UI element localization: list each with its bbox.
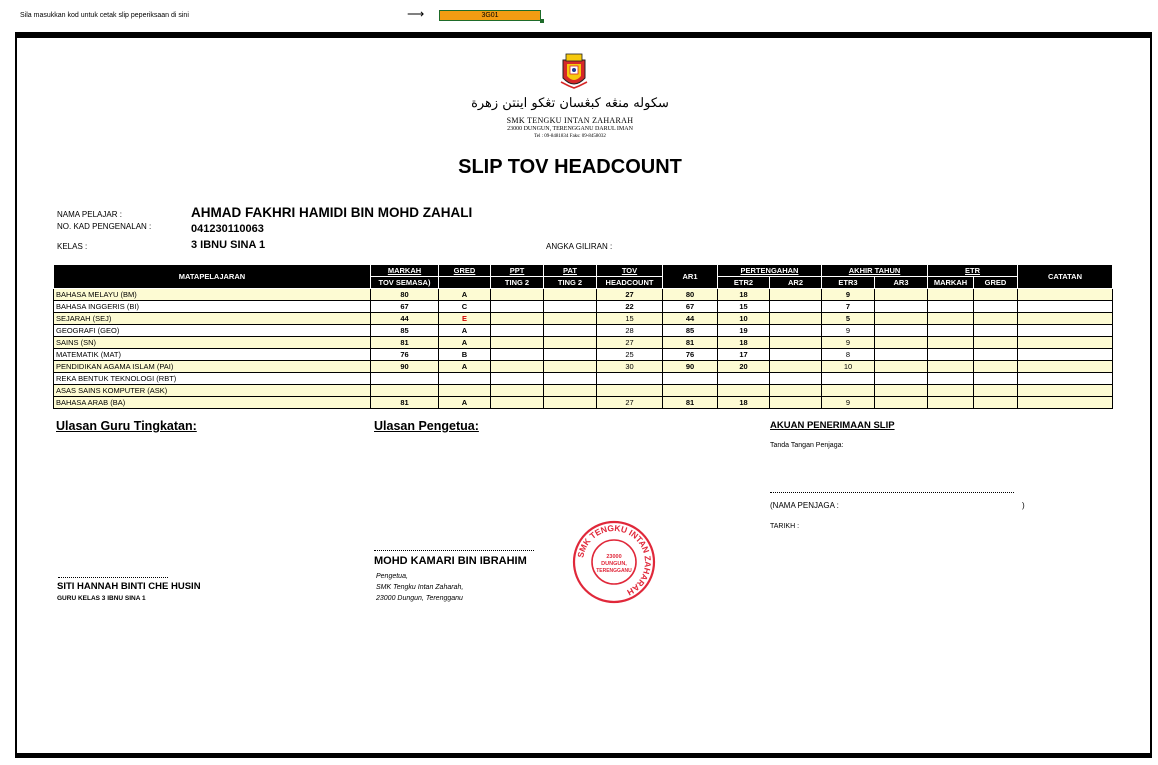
form-teacher-title: GURU KELAS 3 IBNU SINA 1	[57, 595, 146, 602]
cell-gred: A	[439, 325, 491, 337]
cell-etr2: 18	[718, 337, 770, 349]
ic-number: 041230110063	[191, 223, 264, 235]
cell-subject: PENDIDIKAN AGAMA ISLAM (PAI)	[54, 361, 371, 373]
cell-tov	[597, 385, 663, 397]
header-tov: TOV	[597, 265, 663, 277]
stamp-line-3: TERENGGANU	[596, 568, 632, 574]
class-value: 3 IBNU SINA 1	[191, 239, 266, 251]
stamp-line-1: 23000	[606, 554, 622, 560]
cell-markah: 90	[371, 361, 439, 373]
table-row	[54, 397, 1113, 409]
cell-gred: C	[439, 301, 491, 313]
cell-markah: 81	[371, 337, 439, 349]
principal-signature-line	[374, 550, 534, 551]
header-headcount: HEADCOUNT	[597, 277, 663, 289]
cell-gred: A	[439, 289, 491, 301]
cell-markah: 80	[371, 289, 439, 301]
arrow-right-icon: ⟶	[407, 7, 425, 21]
cell-etr2: 15	[718, 301, 770, 313]
stamp-line-2: DUNGUN,	[601, 561, 627, 567]
header-etr: ETR	[928, 265, 1018, 277]
instruction-text: Sila masukkan kod untuk cetak slip peperiksaan di sini	[20, 12, 189, 19]
cell-etr3: 9	[822, 397, 875, 409]
cell-tov: 28	[597, 325, 663, 337]
cell-markah: 85	[371, 325, 439, 337]
cell-markah: 81	[371, 397, 439, 409]
cell-ar1: 90	[663, 361, 718, 373]
student-name: AHMAD FAKHRI HAMIDI BIN MOHD ZAHALI	[191, 205, 473, 220]
header-etr-markah: MARKAH	[928, 277, 974, 289]
table-row	[54, 337, 1113, 349]
cell-etr2: 10	[718, 313, 770, 325]
cell-tov: 15	[597, 313, 663, 325]
cell-markah	[371, 373, 439, 385]
cell-etr3: 9	[822, 325, 875, 337]
table-row	[54, 301, 1113, 313]
principal-role: Pengetua,	[376, 573, 408, 580]
header-subject: MATAPELAJARAN	[54, 265, 371, 289]
cell-tov: 27	[597, 337, 663, 349]
class-label: KELAS :	[57, 242, 88, 251]
cell-subject: REKA BENTUK TEKNOLOGI (RBT)	[54, 373, 371, 385]
cell-tov: 22	[597, 301, 663, 313]
header-pat: PAT	[544, 265, 597, 277]
table-row	[54, 361, 1113, 373]
cell-tov: 30	[597, 361, 663, 373]
cell-etr3: 9	[822, 289, 875, 301]
header-etr-gred: GRED	[974, 277, 1018, 289]
guardian-name-label: (NAMA PENJAGA :	[770, 501, 839, 510]
header-etr3: ETR3	[822, 277, 875, 289]
header-etr2: ETR2	[718, 277, 770, 289]
header-gred: GRED	[439, 265, 491, 277]
cell-etr2: 20	[718, 361, 770, 373]
school-phone: Tel : 09-8481834 Faks: 09-8458032	[534, 134, 606, 139]
principal-address: 23000 Dungun, Terengganu	[376, 595, 463, 602]
cell-ar1	[663, 373, 718, 385]
class-code-input[interactable]: 3G01	[439, 10, 541, 21]
cell-ar1: 80	[663, 289, 718, 301]
form-teacher-signature-line	[58, 577, 168, 578]
table-row	[54, 385, 1113, 397]
cell-ar1: 67	[663, 301, 718, 313]
cell-ar1: 81	[663, 397, 718, 409]
cell-tov: 27	[597, 397, 663, 409]
cell-gred	[439, 373, 491, 385]
cell-gred: A	[439, 361, 491, 373]
school-name: SMK TENGKU INTAN ZAHARAH	[506, 116, 634, 125]
cell-etr3: 5	[822, 313, 875, 325]
cell-ar1: 85	[663, 325, 718, 337]
acknowledgement-title: AKUAN PENERIMAAN SLIP	[770, 420, 895, 431]
guardian-signature-line	[770, 492, 1014, 493]
slip-title: SLIP TOV HEADCOUNT	[458, 156, 682, 178]
cell-markah: 44	[371, 313, 439, 325]
cell-gred: B	[439, 349, 491, 361]
cell-markah: 67	[371, 301, 439, 313]
cell-ar1: 44	[663, 313, 718, 325]
cell-ar1	[663, 385, 718, 397]
header-markah: MARKAH	[371, 265, 439, 277]
cell-tov: 27	[597, 289, 663, 301]
cell-etr2: 19	[718, 325, 770, 337]
cell-subject: SEJARAH (SEJ)	[54, 313, 371, 325]
table-row	[54, 349, 1113, 361]
cell-etr2: 18	[718, 289, 770, 301]
cell-tov: 25	[597, 349, 663, 361]
header-ting2-pat: TING 2	[544, 277, 597, 289]
school-stamp	[572, 520, 656, 604]
header-ting2-ppt: TING 2	[491, 277, 544, 289]
cell-gred: A	[439, 337, 491, 349]
cell-subject: GEOGRAFI (GEO)	[54, 325, 371, 337]
cell-ar1: 81	[663, 337, 718, 349]
header-ar2: AR2	[770, 277, 822, 289]
angka-giliran-label: ANGKA GILIRAN :	[546, 242, 613, 251]
principal-comment-heading: Ulasan Pengetua:	[374, 419, 479, 433]
cell-tov	[597, 373, 663, 385]
principal-school: SMK Tengku Intan Zaharah,	[376, 584, 464, 591]
cell-etr3: 9	[822, 337, 875, 349]
principal-name: MOHD KAMARI BIN IBRAHIM	[374, 555, 527, 567]
school-address: 23000 DUNGUN, TERENGGANU DARUL IMAN	[507, 126, 633, 132]
cell-etr2: 18	[718, 397, 770, 409]
header-ppt: PPT	[491, 265, 544, 277]
cell-etr3: 8	[822, 349, 875, 361]
ic-label: NO. KAD PENGENALAN :	[57, 222, 152, 231]
cell-etr2	[718, 373, 770, 385]
marks-table	[53, 264, 1113, 409]
school-crest-icon	[559, 52, 589, 92]
guardian-signature-label: Tanda Tangan Penjaga:	[770, 442, 844, 449]
cell-subject: SAINS (SN)	[54, 337, 371, 349]
table-row	[54, 373, 1113, 385]
header-ar1: AR1	[663, 265, 718, 289]
cell-gred: A	[439, 397, 491, 409]
stamp-arc-text: SMK TENGKU INTAN ZAHARAH	[575, 522, 654, 598]
cell-fill-handle[interactable]	[540, 19, 544, 23]
student-name-label: NAMA PELAJAR :	[57, 210, 122, 219]
table-row	[54, 313, 1113, 325]
table-row	[54, 325, 1113, 337]
header-akhir-tahun: AKHIR TAHUN	[822, 265, 928, 277]
cell-etr3	[822, 373, 875, 385]
cell-etr2	[718, 385, 770, 397]
cell-etr2: 17	[718, 349, 770, 361]
cell-markah	[371, 385, 439, 397]
cell-subject: BAHASA MELAYU (BM)	[54, 289, 371, 301]
cell-etr3: 7	[822, 301, 875, 313]
cell-subject: ASAS SAINS KOMPUTER (ASK)	[54, 385, 371, 397]
header-catatan: CATATAN	[1018, 265, 1113, 289]
guardian-name-close: )	[1022, 501, 1025, 510]
header-pertengahan: PERTENGAHAN	[718, 265, 822, 277]
school-name-jawi: سکوله منڠه کبڠسان تڠکو اينتن زهرة	[471, 96, 669, 111]
header-gred-blank	[439, 277, 491, 289]
cell-subject: BAHASA INGGERIS (BI)	[54, 301, 371, 313]
cell-etr3: 10	[822, 361, 875, 373]
form-teacher-name: SITI HANNAH BINTI CHE HUSIN	[57, 581, 201, 592]
cell-subject: MATEMATIK (MAT)	[54, 349, 371, 361]
cell-etr3	[822, 385, 875, 397]
table-row	[54, 289, 1113, 301]
header-tov-semasa: TOV SEMASA)	[371, 277, 439, 289]
date-label: TARIKH :	[770, 523, 800, 530]
cell-markah: 76	[371, 349, 439, 361]
cell-gred	[439, 385, 491, 397]
cell-ar1: 76	[663, 349, 718, 361]
form-teacher-comment-heading: Ulasan Guru Tingkatan:	[56, 419, 197, 433]
header-ar3: AR3	[875, 277, 928, 289]
cell-subject: BAHASA ARAB (BA)	[54, 397, 371, 409]
cell-gred: E	[439, 313, 491, 325]
